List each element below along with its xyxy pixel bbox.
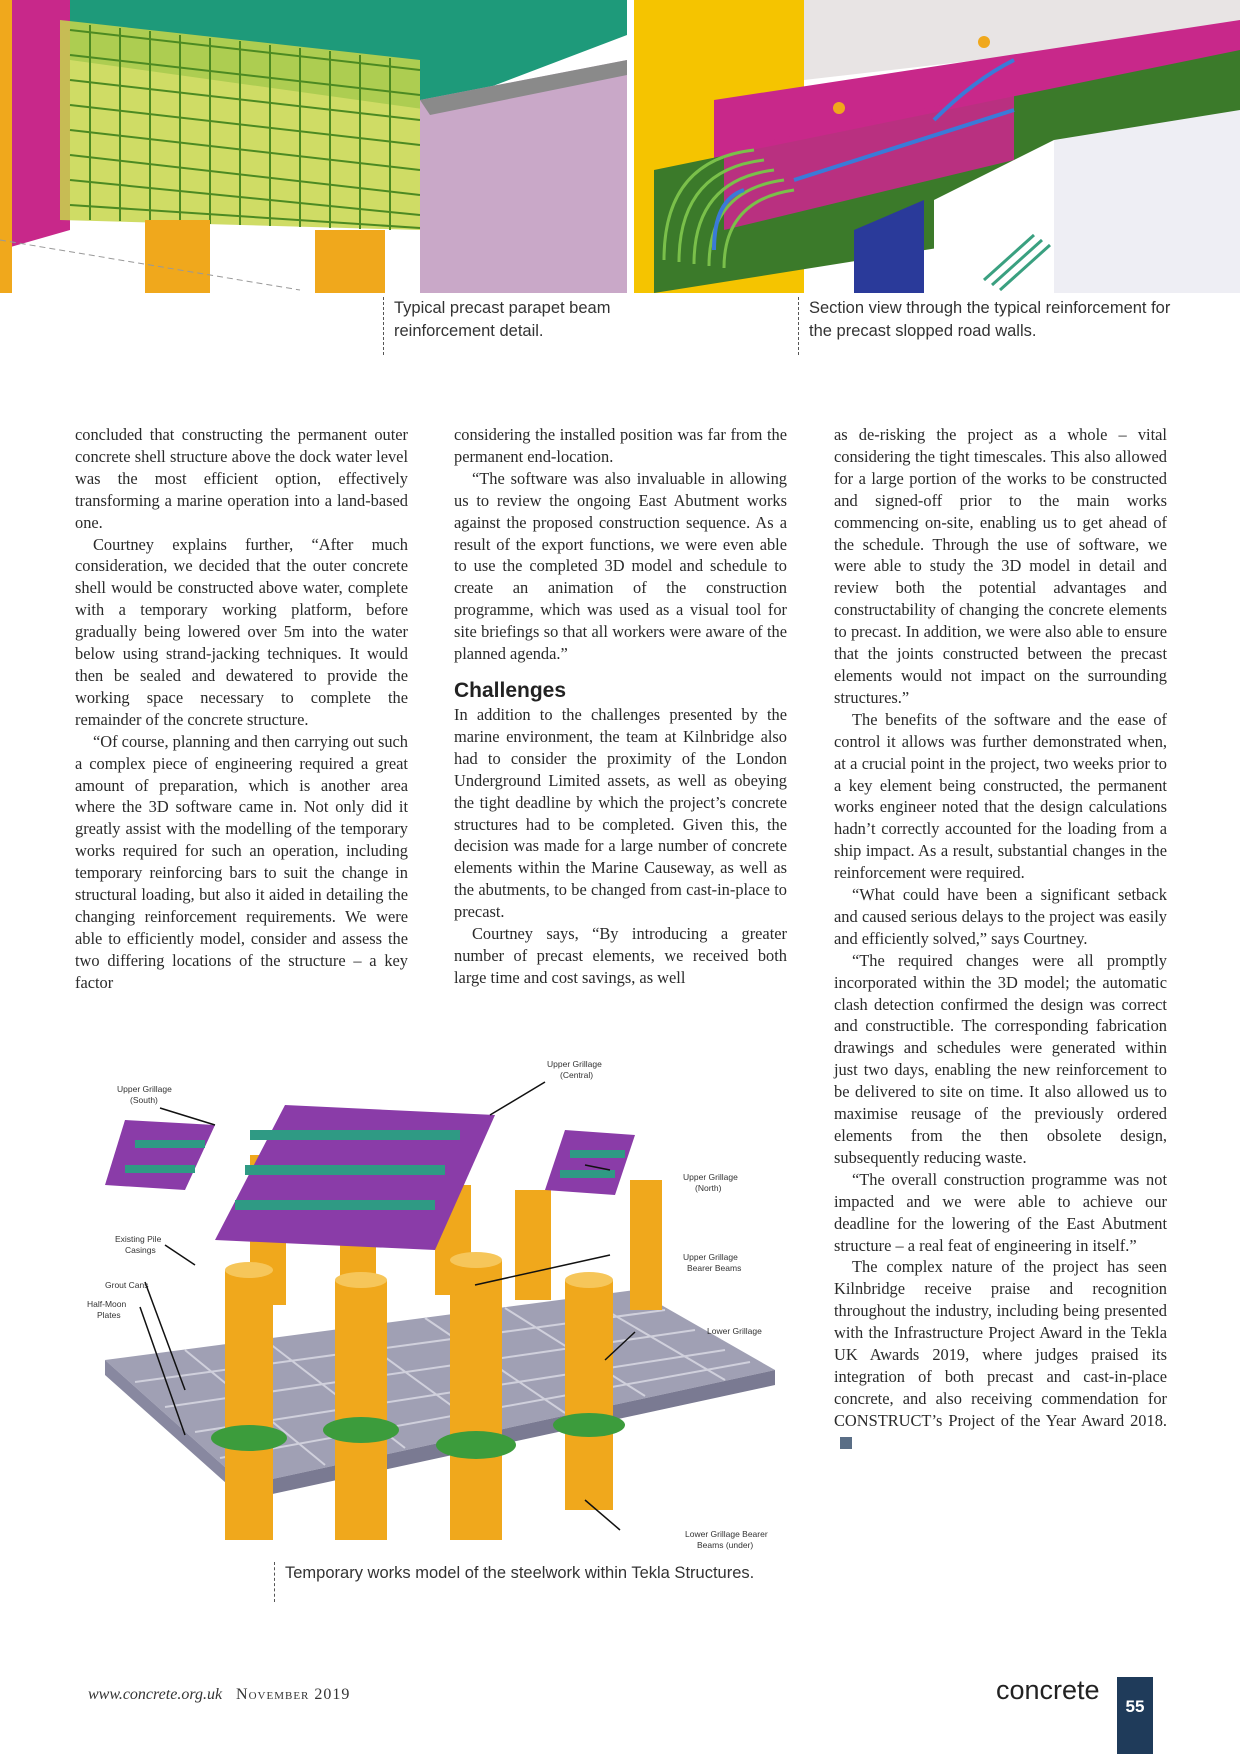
article-column-3 [834,424,1167,1454]
paragraph: “The required changes were all promptly incorporated within the 3D model; the automatic clash detection confirmed the design was correct and constructible. The corresponding fabrication drawings and schedules were generated within just two days, enabling the new reinforcement to be delivered to site on time. It also allowed us to maximise reusage of the previously ordered elements from the then obsolete design, subsequently reducing waste. [834,950,1167,1167]
paragraph: considering the installed position was far from the permanent end-location. [454,425,787,466]
paragraph: Courtney says, “By introducing a greater number of precast elements, we received both large time and cost savings, as well [454,924,787,987]
page-number: 55 [1117,1677,1153,1754]
paragraph: as de-risking the project as a whole – vital considering the tight timescales. This also allowed for a large portion of the works to be constructed and signed-off prior to the main works commencing on-site, enabling us to get ahead of the schedule. Through the use of software, we were able to study the 3D model in detail and review both the potential advantages and constructability of changing the concrete elements to precast. In addition, we were also able to ensure that the joints constructed between the precast elements would not impact on the surrounding structures.” [834,425,1167,707]
article-column-2 [454,424,787,989]
paragraph: “What could have been a significant setback and caused serious delays to the project was easily and efficiently solved,” says Courtney. [834,885,1167,948]
label-half-moon-1: Half-Moon [87,1299,127,1309]
section-model-drawing [634,0,1240,293]
parapet-model-drawing [0,0,627,293]
label-lower-grillage: Lower Grillage [707,1326,762,1336]
steelwork-caption: Temporary works model of the steelwork within Tekla Structures. [274,1562,794,1602]
steelwork-drawing [75,1059,815,1560]
paragraph: Courtney explains further, “After much consideration, we decided that the outer concrete shell would be constructed above water, complete with a temporary working platform, before gradually being lowered over 5m into the water below using strand-jacking techniques. It would then be sealed and dewatered to provide the working space necessary to complete the remainder of the concrete structure. [75,534,408,729]
section-view-image [634,0,1240,293]
paragraph: “The software was also invaluable in allowing us to review the ongoing East Abutment works against the proposed construction sequence. As a result of the export functions, we were even able to use the completed 3D model and schedule to create an animation of the construction programme, which was used as a visual tool for site briefings so that all workers were aware of the planned agenda.” [454,468,787,664]
label-upper-central-2: (Central) [560,1070,594,1080]
parapet-reinforcement-image [0,0,627,293]
section-heading: Challenges [454,678,567,702]
paragraph: The benefits of the software and the ease of control it allows was further demonstrated when, at a crucial point in the project, two weeks prior to a key element being constructed, the permanent works engineer noted that the design calculations hadn’t correctly accounted for the loading from a ship impact. As a result, substantial changes in the reinforcement were required. [834,709,1167,883]
label-pile-casings-1: Existing Pile [115,1234,162,1244]
footer-left [88,1686,350,1704]
label-upper-north-1: Upper Grillage [683,1172,738,1182]
end-of-article-icon [840,1437,852,1449]
label-grout-cans: Grout Cans [105,1280,149,1290]
label-lower-bearer-1: Lower Grillage Bearer [685,1529,768,1539]
parapet-caption: Typical precast parapet beam reinforcement detail. [383,297,643,355]
label-pile-casings-2: Casings [125,1245,156,1255]
paragraph: “The overall construction programme was not impacted and we were able to achieve our deadline for the lowering of the East Abutment structure – a real feat of engineering in itself.” [834,1169,1167,1255]
magazine-name: concrete [996,1675,1100,1705]
section-caption: Section view through the typical reinforcement for the precast slopped road walls. [798,297,1178,355]
paragraph [834,1256,1167,1453]
label-bearer-beams-1: Upper Grillage [683,1252,738,1262]
label-upper-south-2: (South) [130,1095,158,1105]
article-column-1 [75,424,408,994]
steelwork-model-image [75,1059,815,1560]
label-half-moon-2: Plates [97,1310,121,1320]
footer-url[interactable]: www.concrete.org.uk [88,1686,223,1703]
paragraph: “Of course, planning and then carrying out such a complex piece of engineering required a great amount of preparation, which is another area where the 3D software came in. Not only did it greatly assist with the modelling of the temporary works required for such an operation, including temporary reinforcing bars to suit the change in structural loading, but also it aided in detailing the changing reinforcement requirements. We were able to efficiently model, consider and assess the two differing locations of the structure – a key factor [75,731,408,992]
label-lower-bearer-2: Beams (under) [697,1540,754,1550]
label-bearer-beams-2: Bearer Beams [687,1263,742,1273]
final-paragraph-text: The complex nature of the project has seen Kilnbridge receive praise and recognition throughout the industry, including being presented with the Infrastructure Project Award in the Tekla UK Awards 2019, where judges praised its integration of both precast and cast-in-place concrete, and also receiving commendation for CONSTRUCT’s Project of the Year Award 2018. [834,1257,1167,1430]
paragraph: In addition to the challenges presented by the marine environment, the team at Kilnbridge also had to consider the proximity of the London Underground Limited assets, as well as obeying the tight deadline by which the project’s concrete structures had to be completed. Given this, the decision was made for a large number of concrete elements within the Marine Causeway, as well as the abutments, to be changed from cast-in-place to precast. [454,704,787,922]
label-upper-north-2: (North) [695,1183,722,1193]
label-upper-south-1: Upper Grillage [117,1084,172,1094]
footer-issue: November 2019 [236,1686,351,1703]
label-upper-central-1: Upper Grillage [547,1059,602,1069]
paragraph: concluded that constructing the permanent outer concrete shell structure above the dock water level was the most efficient option, effectively transforming a marine operation into a land-based one. [75,425,408,532]
